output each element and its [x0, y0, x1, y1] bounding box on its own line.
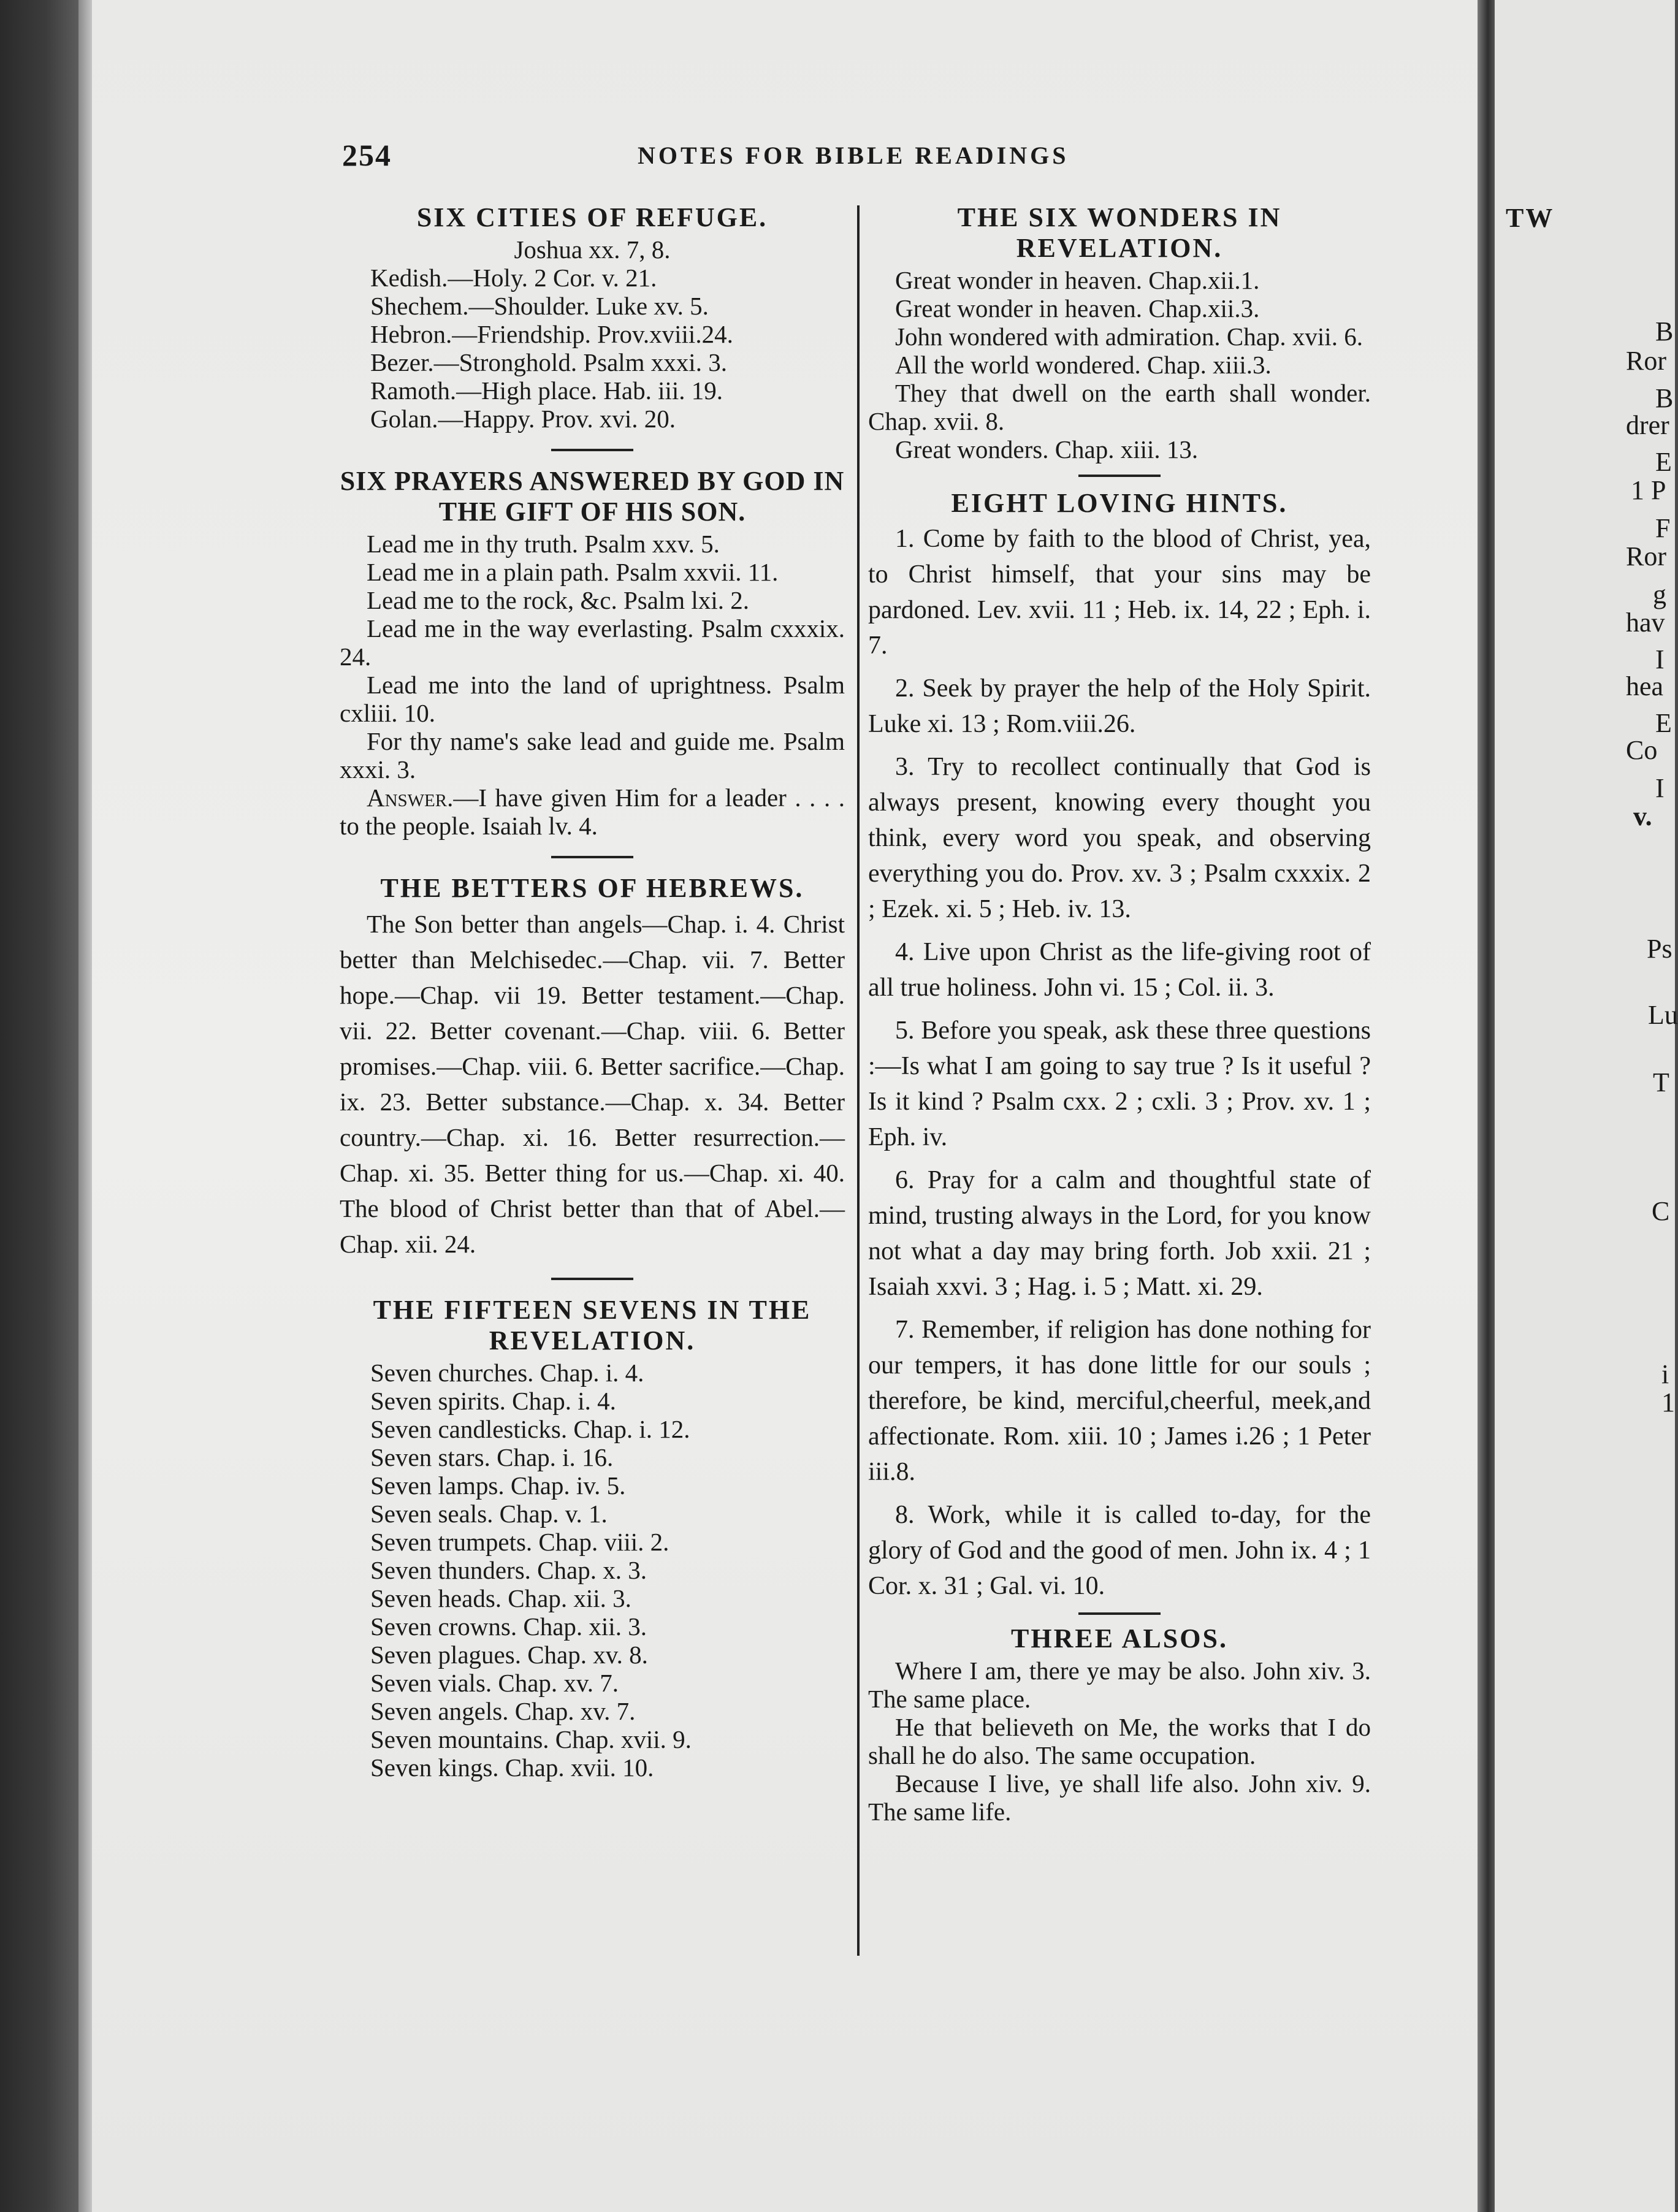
- prayer-item: Lead me into the land of uprightness. Psalm cxliii. 10.: [340, 671, 845, 727]
- list-item: Seven thunders. Chap. x. 3.: [370, 1556, 647, 1584]
- right-column: [868, 202, 1371, 1826]
- also-item: Because I live, ye shall life also. John xiv. 9. The same life.: [868, 1769, 1371, 1826]
- wonder-item: Great wonders. Chap. xiii. 13.: [895, 435, 1199, 463]
- wonder-item: All the world wondered. Chap. xiii.3.: [895, 351, 1272, 379]
- list-item: Bezer.—Stronghold. Psalm xxxi. 3.: [370, 348, 727, 376]
- section-cities-of-refuge: [340, 202, 845, 433]
- prayer-item: Lead me to the rock, &c. Psalm lxi. 2.: [367, 586, 749, 614]
- hint-item: 4. Live upon Christ as the life-giving root of all true holiness. John vi. 15 ; Col. ii. 3.: [868, 938, 1371, 1002]
- facing-page-text: hea: [1626, 671, 1664, 701]
- facing-page-text: B: [1655, 383, 1674, 413]
- wonder-item: John wondered with admiration. Chap. xvii. 6.: [895, 322, 1363, 351]
- running-title: NOTES FOR BIBLE READINGS: [638, 142, 1069, 169]
- prayer-item: Lead me in a plain path. Psalm xxvii. 11.: [367, 558, 779, 586]
- section-reference: Joshua xx. 7, 8.: [514, 235, 671, 264]
- section-six-prayers: [340, 466, 845, 840]
- section-rule: [1078, 475, 1161, 477]
- facing-page-text: g: [1653, 579, 1666, 609]
- section-fifteen-sevens: [340, 1295, 845, 1782]
- list-item: Seven plagues. Chap. xv. 8.: [370, 1641, 648, 1669]
- facing-page-text: I: [1655, 773, 1665, 803]
- facing-page-text: I: [1655, 644, 1665, 674]
- facing-page-text: C: [1652, 1196, 1670, 1226]
- list-item: Kedish.—Holy. 2 Cor. v. 21.: [370, 264, 657, 292]
- hint-item: 7. Remember, if religion has done nothing for our tempers, it has done little for our souls ; therefore, be kind, merciful,cheerful, meek,and affectionate. Rom. xiii. 10 ; James i.26 ; 1 Peter iii.8.: [868, 1316, 1371, 1486]
- section-title: SIX CITIES OF REFUGE.: [416, 202, 768, 232]
- list-item: Seven seals. Chap. v. 1.: [370, 1500, 608, 1528]
- list-item: Golan.—Happy. Prov. xvi. 20.: [370, 405, 676, 433]
- section-eight-loving-hints: [868, 488, 1371, 1604]
- hint-item: 6. Pray for a calm and thoughtful state of mind, trusting always in the Lord, for you know not what a day may bring forth. Job xxii. 21 ; Isaiah xxvi. 3 ; Hag. i. 5 ; Matt. xi. 29.: [868, 1166, 1371, 1301]
- facing-page-text: F: [1655, 513, 1671, 543]
- hint-item: 5. Before you speak, ask these three questions :—Is what I am going to say true ? Is it useful ? Is it kind ? Psalm cxx. 2 ; cxli. 3 ; Prov. xv. 1 ; Eph. iv.: [868, 1016, 1371, 1151]
- prayer-item: For thy name's sake lead and guide me. Psalm xxxi. 3.: [340, 727, 845, 784]
- answer-text: —I have given Him for a leader . . . . to the people. Isaiah lv. 4.: [340, 784, 845, 840]
- facing-page-text: TW: [1506, 203, 1555, 233]
- list-item: Seven kings. Chap. xvii. 10.: [370, 1753, 654, 1782]
- list-item: Seven candlesticks. Chap. i. 12.: [370, 1415, 690, 1443]
- left-column: [340, 202, 845, 1782]
- section-title: THREE ALSOS.: [1011, 1623, 1228, 1653]
- page-number: 254: [342, 138, 392, 172]
- list-item: Seven heads. Chap. xii. 3.: [370, 1584, 631, 1612]
- hint-item: 1. Come by faith to the blood of Christ, yea, to Christ himself, that your sins may be pardoned. Lev. xvii. 11 ; Heb. ix. 14, 22 ; Eph. i. 7.: [868, 525, 1371, 660]
- also-item: He that believeth on Me, the works that I do shall he do also. The same occupation.: [868, 1713, 1371, 1769]
- facing-page-text: drer: [1626, 410, 1669, 440]
- section-rule: [551, 449, 633, 451]
- sevens-list: [340, 1359, 845, 1782]
- section-rule: [1078, 1612, 1161, 1615]
- prayer-answer: [340, 784, 845, 840]
- section-rule: [551, 1278, 633, 1280]
- hint-item: 8. Work, while it is called to-day, for the glory of God and the good of men. John ix. 4 ; 1 Cor. x. 31 ; Gal. vi. 10.: [868, 1501, 1371, 1600]
- wonder-item: Great wonder in heaven. Chap.xii.3.: [895, 294, 1260, 322]
- list-item: Shechem.—Shoulder. Luke xv. 5.: [370, 292, 709, 320]
- hint-item: 2. Seek by prayer the help of the Holy Spirit. Luke xi. 13 ; Rom.viii.26.: [868, 674, 1371, 738]
- list-item: Seven trumpets. Chap. viii. 2.: [370, 1528, 669, 1556]
- also-item: Where I am, there ye may be also. John xiv. 3. The same place.: [868, 1657, 1371, 1713]
- section-title: THE SIX WONDERS IN REVELATION.: [957, 202, 1282, 263]
- list-item: Seven stars. Chap. i. 16.: [370, 1443, 614, 1471]
- prayer-item: Lead me in the way everlasting. Psalm cxxxix. 24.: [340, 614, 845, 671]
- section-six-wonders: [868, 202, 1371, 463]
- list-item: Seven crowns. Chap. xii. 3.: [370, 1612, 647, 1641]
- page-header: [0, 137, 1478, 174]
- betters-text: The Son better than angels—Chap. i. 4. Christ better than Melchisedec.—Chap. vii. 7. Better hope.—Chap. vii 19. Better testament.—Chap. vii. 22. Better covenant.—Chap. viii. 6. Better promises.—Chap. viii. 6. Better sacrifice.—Chap. ix. 23. Better substance.—Chap. x. 34. Better country.—Chap. xi. 16. Better resurrection.—Chap. xi. 35. Better thing for us.—Chap. xi. 40. The blood of Christ better than that of Abel.—Chap. xii. 24.: [340, 910, 845, 1258]
- facing-page-text: E: [1655, 447, 1672, 477]
- section-title: THE BETTERS OF HEBREWS.: [380, 873, 804, 903]
- section-three-alsos: [868, 1623, 1371, 1826]
- facing-page-text: B: [1655, 316, 1674, 346]
- list-item: Hebron.—Friendship. Prov.xviii.24.: [370, 320, 733, 348]
- section-title: SIX PRAYERS ANSWERED BY GOD IN THE GIFT OF HIS SON.: [340, 466, 845, 527]
- facing-page-text: 1 P: [1631, 475, 1666, 505]
- list-item: Seven vials. Chap. xv. 7.: [370, 1669, 619, 1697]
- facing-page-text: i: [1661, 1359, 1669, 1389]
- book-gutter: [1478, 0, 1495, 2212]
- facing-page-text: T: [1653, 1067, 1669, 1097]
- list-item: Seven churches. Chap. i. 4.: [370, 1359, 644, 1387]
- list-item: Seven angels. Chap. xv. 7.: [370, 1697, 636, 1725]
- wonder-item: Great wonder in heaven. Chap.xii.1.: [895, 266, 1260, 294]
- section-rule: [551, 856, 633, 858]
- facing-page-text: Ror: [1626, 541, 1666, 571]
- column-divider: [857, 205, 860, 1956]
- list-item: Seven lamps. Chap. iv. 5.: [370, 1471, 626, 1500]
- list-item: Ramoth.—High place. Hab. iii. 19.: [370, 376, 723, 405]
- section-betters-of-hebrews: [340, 873, 845, 1262]
- wonder-item: They that dwell on the earth shall wonder. Chap. xvii. 8.: [868, 379, 1371, 435]
- prayer-item: Lead me in thy truth. Psalm xxv. 5.: [367, 530, 720, 558]
- facing-page-text: v.: [1633, 801, 1652, 831]
- answer-label: Answer.: [367, 784, 454, 812]
- facing-page-text: E: [1655, 708, 1672, 738]
- facing-page-text: Ps: [1647, 934, 1672, 964]
- facing-page-text: hav: [1626, 608, 1665, 638]
- cities-list: [340, 264, 845, 433]
- facing-page-text: Lu: [1648, 1000, 1678, 1030]
- facing-page-text: 1: [1661, 1387, 1675, 1417]
- facing-page-text: Ror: [1626, 346, 1666, 376]
- section-title: THE FIFTEEN SEVENS IN THE REVELATION.: [373, 1295, 812, 1356]
- hint-item: 3. Try to recollect continually that God is always present, knowing every thought you think, every word you speak, and observing everything you do. Prov. xv. 3 ; Psalm cxxxix. 2 ; Ezek. xi. 5 ; Heb. iv. 13.: [868, 753, 1371, 923]
- facing-page-fragment: [1495, 0, 1678, 2212]
- facing-page-text: Co: [1626, 735, 1658, 765]
- section-title: EIGHT LOVING HINTS.: [951, 488, 1288, 518]
- list-item: Seven spirits. Chap. i. 4.: [370, 1387, 616, 1415]
- list-item: Seven mountains. Chap. xvii. 9.: [370, 1725, 692, 1753]
